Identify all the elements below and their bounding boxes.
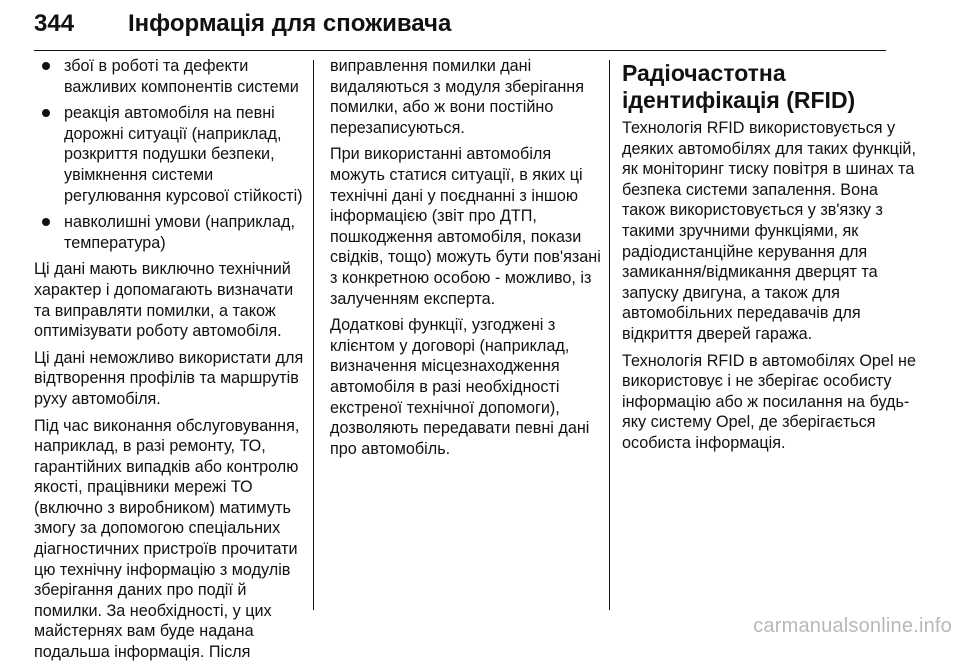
bullet-icon bbox=[42, 62, 50, 70]
list-item bbox=[34, 56, 306, 97]
paragraph: Додаткові функції, узгоджені з клієнтом у договорі (наприклад, визначення місцезнаходження автомобіля в разі необхідності екстреної технічної допомоги), дозволяють передавати певні дані про автомобіль. bbox=[330, 316, 590, 458]
bullet-text: збої в роботі та дефекти важливих компонентів системи bbox=[64, 57, 299, 96]
column-divider-left bbox=[313, 60, 314, 610]
watermark: carmanualsonline.info bbox=[753, 615, 952, 637]
page-header bbox=[34, 2, 886, 50]
bullet-list bbox=[34, 56, 306, 253]
column-divider-right bbox=[609, 60, 610, 610]
bullet-icon bbox=[42, 109, 50, 117]
bullet-text: реакція автомобіля на певні дорожні ситуації (наприклад, розкриття подушки безпеки, увімкнення системи регулювання курсової стійкості) bbox=[64, 104, 303, 205]
list-item bbox=[34, 212, 306, 253]
bullet-icon bbox=[42, 218, 50, 226]
paragraph: Під час виконання обслуговування, наприклад, в разі ремонту, ТО, гарантійних випадків або контролю якості, працівники мережі ТО (включно з виробником) матимуть змогу за допомогою спеціальних діагностичних пристроїв прочитати цю технічну інформацію з модулів зберігання даних про події й помилки. За необхідності, у цих майстернях вам буде надана подальша інформація. Після bbox=[34, 416, 300, 662]
chapter-title: Інформація для споживача bbox=[128, 10, 452, 37]
paragraph: Технологія RFID в автомобілях Opel не використовує і не зберігає особисту інформацію або ж посилання на будь-яку систему Opel, де зберігається особиста інформація. bbox=[622, 351, 916, 452]
text-column-1 bbox=[34, 56, 306, 669]
page-number: 344 bbox=[34, 10, 75, 37]
paragraph: Ці дані мають виключно технічний характер і допомагають визначати та виправляти помилки, а також оптимізувати роботу автомобіля. bbox=[34, 260, 294, 341]
section-heading: Радіочастотна ідентифікація (RFID) bbox=[622, 60, 856, 113]
text-column-2 bbox=[330, 56, 604, 465]
text-column-3 bbox=[622, 60, 918, 460]
paragraph: Технологія RFID використовується у деяких автомобілях для таких функцій, як моніторинг тиску повітря в шинах та безпека системи запалення. Вона також використовується у зв'язку з такими зручними функціями, як радіодистанційне керування для замикання/відмикання дверцят та запуску двигуна, а також для автомобільних передавачів для відкриття дверей гаража. bbox=[622, 119, 916, 343]
paragraph: виправлення помилки дані видаляються з модуля зберігання помилки, або ж вони постійно перезаписуються. bbox=[330, 57, 585, 137]
paragraph: При використанні автомобіля можуть статися ситуації, в яких ці технічні дані у поєднанні з іншою інформацією (звіт про ДТП, пошкодження автомобіля, покази свідків, тощо) можуть бути пов'язані з конкретною особою - можливо, із залученням експерта. bbox=[330, 145, 601, 308]
bullet-text: навколишні умови (наприклад, температура) bbox=[64, 213, 295, 252]
list-item bbox=[34, 103, 306, 206]
paragraph: Ці дані неможливо використати для відтворення профілів та маршрутів руху автомобіля. bbox=[34, 348, 304, 408]
header-rule bbox=[34, 50, 886, 51]
